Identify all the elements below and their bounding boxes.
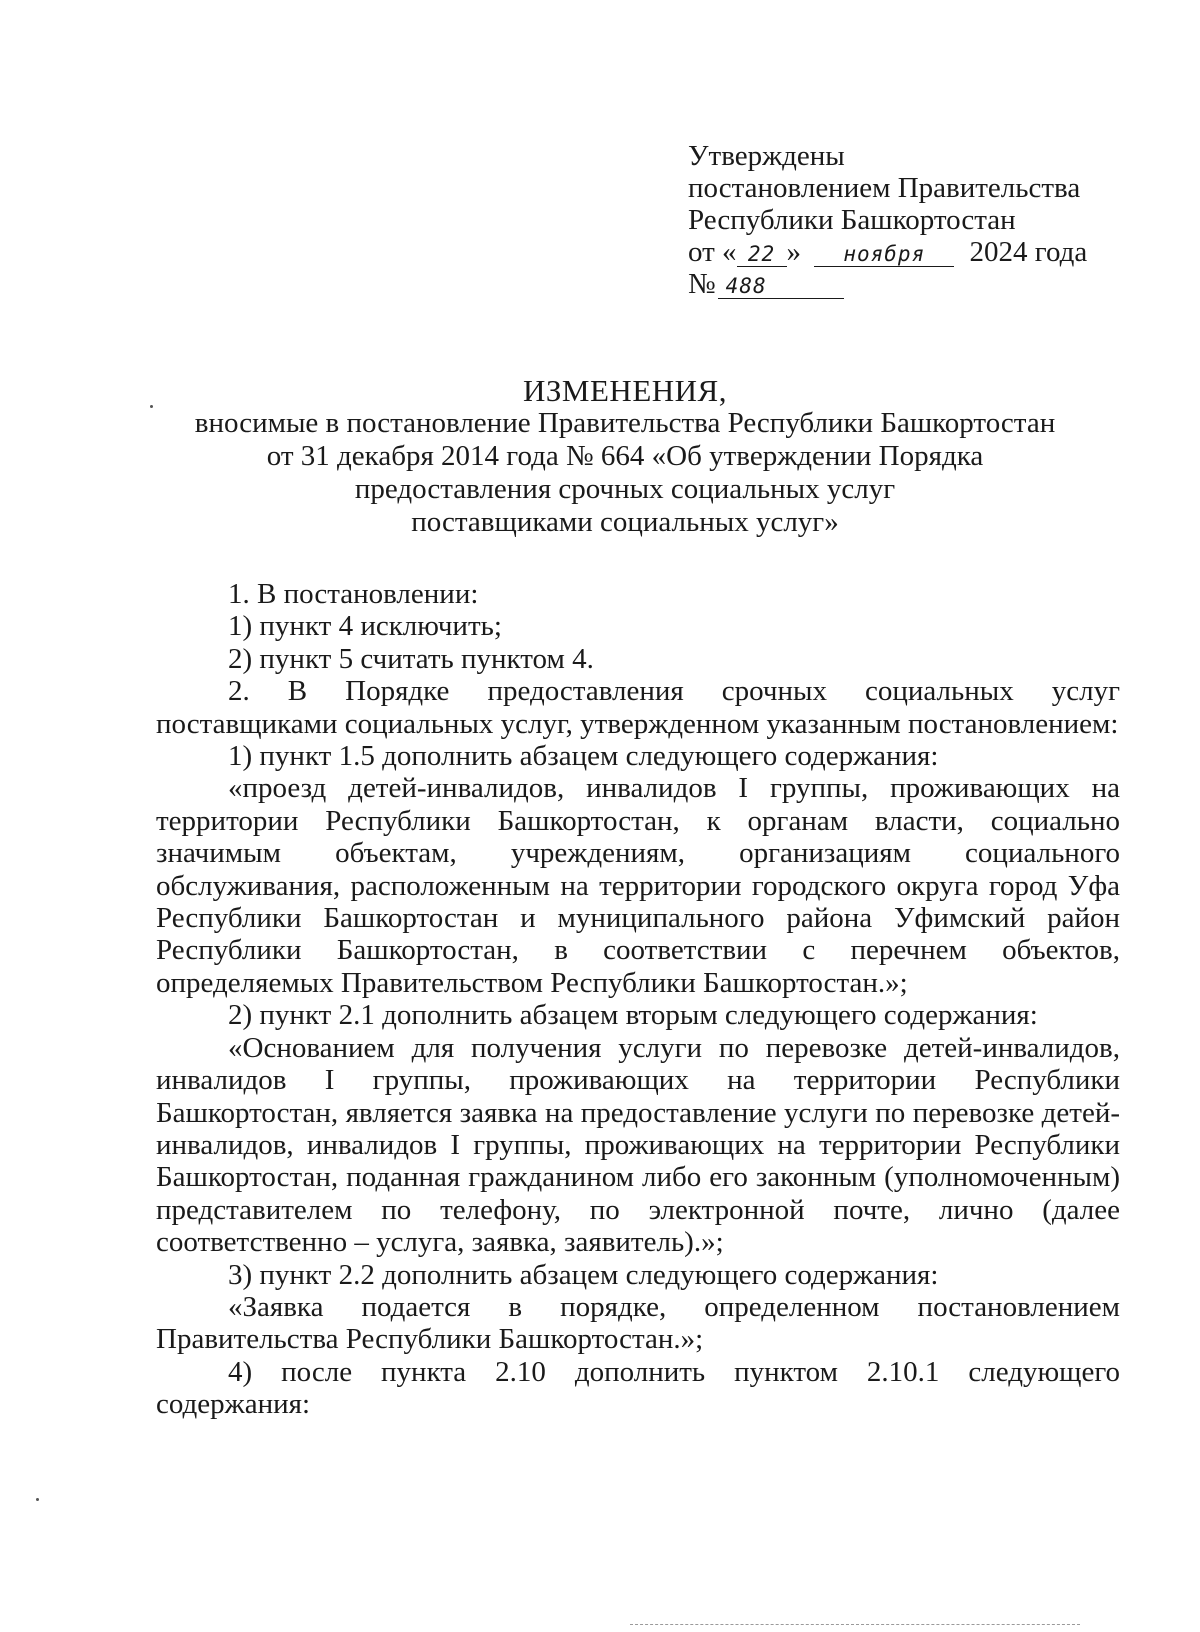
number-prefix: № [688,268,716,300]
paragraph-4: 2. В Порядке предоставления срочных социальных услуг поставщиками социальных услуг, утвержденном указанным постановлением: [156,675,1120,740]
paragraph-6: «проезд детей-инвалидов, инвалидов I группы, проживающих на территории Республики Башкортостан, к органам власти, социально значимым объектам, учреждениям, организациям социального обслуживания, расположенным на территории городского округа город Уфа Республики Башкортостан и муниципального района Уфимский район Республики Башкортостан, в соответствии с перечнем объектов, определяемых Правительством Республики Башкортостан.»; [156,772,1120,999]
paragraph-9: 3) пункт 2.2 дополнить абзацем следующего содержания: [228,1258,939,1291]
date-day-field: 22 [737,242,787,267]
paragraph-7: 2) пункт 2.1 дополнить абзацем вторым следующего содержания: [228,999,1038,1032]
paragraph-11: 4) после пункта 2.10 дополнить пунктом 2.10.1 следующего содержания: [156,1355,1120,1421]
approval-line-2: постановлением Правительства [688,172,1081,204]
paragraph-1: 1. В постановлении: [228,578,479,610]
scan-speck [36,1498,39,1501]
date-prefix: от « [688,236,737,268]
approval-date-line [688,236,1168,268]
paragraph-10: «Заявка подается в порядке, определенном постановлением Правительства Республики Башкортостан.»; [156,1290,1120,1356]
title-line-3: предоставления срочных социальных услуг [354,473,896,505]
paragraph-5: 1) пункт 1.5 дополнить абзацем следующего содержания: [228,740,939,773]
document-body [156,578,1120,1421]
date-year: 2024 года [969,236,1088,268]
approval-number-line [688,268,1168,300]
paragraph-3: 2) пункт 5 считать пунктом 4. [228,642,594,675]
title-line-2: от 31 декабря 2014 года № 664 «Об утверждении Порядка [266,440,984,472]
title-line-1: вносимые в постановление Правительства Республики Башкортостан [194,407,1056,439]
approval-line-1: Утверждены [688,140,845,172]
title-line-4: поставщиками социальных услуг» [411,506,839,538]
paragraph-2: 1) пункт 4 исключить; [228,610,502,643]
approval-line-3: Республики Башкортостан [688,204,1016,236]
title-heading: ИЗМЕНЕНИЯ, [523,373,727,408]
number-field: 488 [718,274,844,299]
paragraph-8: «Основанием для получения услуги по перевозке детей-инвалидов, инвалидов I группы, проживающих на территории Республики Башкортостан, является заявка на предоставление услуги по перевозке детей-инвалидов, инвалидов I группы, проживающих на территории Республики Башкортостан, поданная гражданином либо его законным (уполномоченным) представителем по телефону, по электронной почте, лично (далее соответственно – услуга, заявка, заявитель).»; [156,1031,1120,1259]
date-day-close: » [786,236,802,268]
document-title [150,374,1100,539]
scan-speck [150,405,153,408]
approval-block [688,140,1168,300]
scan-edge-line [630,1624,1080,1625]
date-month-field: ноября [814,242,954,267]
